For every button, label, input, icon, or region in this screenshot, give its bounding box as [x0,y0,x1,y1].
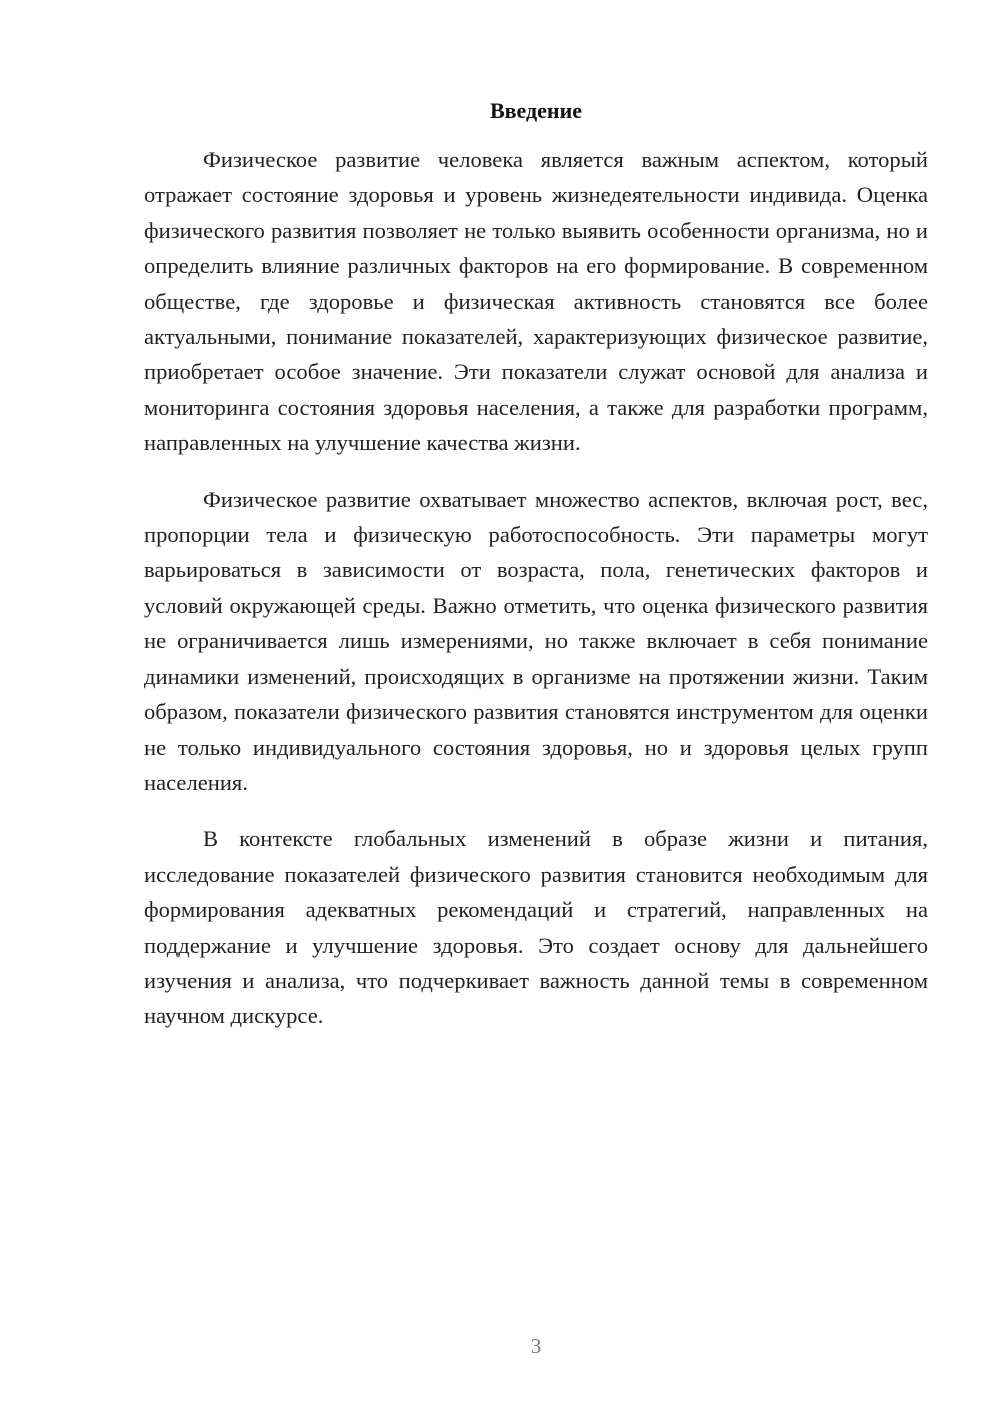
paragraph-2: Физическое развитие охватывает множество аспектов, включая рост, вес, пропорции тела и физическую работоспособность. Эти параметры могут варьироваться в зависимости от возраста, пола, генетических факторов и условий окружающей среды. Важно отметить, что оценка физического развития не ограничивается лишь измерениями, но также включает в себя понимание динамики изменений, происходящих в организме на протяжении жизни. Таким образом, показатели физического развития становятся инструментом для оценки не только индивидуального состояния здоровья, но и здоровья целых групп населения. [144,486,928,795]
paragraph-1: Физическое развитие человека является важным аспектом, который отражает состояние здоровья и уровень жизнедеятельности индивида. Оценка физического развития позволяет не только выявить особенности организма, но и определить влияние различных факторов на его формирование. В современном обществе, где здоровье и физическая активность становятся все более актуальными, понимание показателей, характеризующих физическое развитие, приобретает особое значение. Эти показатели служат основой для анализа и мониторинга состояния здоровья населения, а также для разработки программ, направленных на улучшение качества жизни. [144,147,928,456]
page-title: Введение [489,98,583,123]
page-content [144,96,928,1055]
paragraph-3: В контексте глобальных изменений в образе жизни и питания, исследование показателей физического развития становится необходимым для формирования адекватных рекомендаций и стратегий, направленных на поддержание и улучшение здоровья. Это создает основу для дальнейшего изучения и анализа, что подчеркивает важность данной темы в современном научном дискурсе. [144,826,928,1029]
page-number: 3 [530,1334,542,1358]
